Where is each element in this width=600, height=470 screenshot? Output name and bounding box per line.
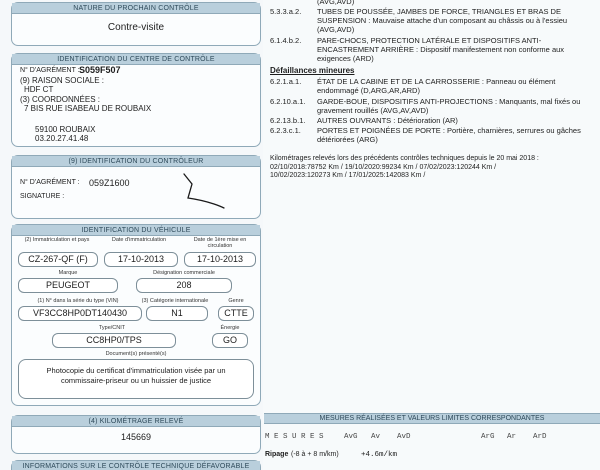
genre-field: CTTE (218, 306, 254, 321)
controleur-header: (9) IDENTIFICATION DU CONTRÔLEUR (12, 156, 260, 167)
energie-field: GO (212, 333, 248, 348)
categorie-field: N1 (146, 306, 208, 321)
date-immat-field: 17-10-2013 (104, 252, 178, 267)
date-first-field: 17-10-2013 (184, 252, 256, 267)
defect-text: GARDE-BOUE, DISPOSITIFS ANTI-PROJECTIONS : Manquants, mal fixés ou gravement rouillés (AVG,AV,AVD) (317, 97, 581, 115)
genre-label: Genre (228, 298, 244, 304)
raison-sociale-label: (9) RAISON SOCIALE : (20, 76, 105, 85)
defect-code: 6.1.4.b.2. (270, 36, 302, 45)
mesures-col-avg: AvG (344, 433, 358, 441)
mesures-col-ard: ArD (533, 433, 547, 441)
date-first-label: Date de 1ère mise en circulation (193, 237, 247, 249)
kilometrage-header: (4) KILOMÉTRAGE RELEVÉ (12, 416, 260, 427)
left-column (0, 0, 262, 470)
centre-agrement-label: N° D'AGRÉMENT : (20, 67, 80, 74)
kilometrage-box (11, 415, 261, 454)
vin-label: (1) N° dans la série du type (VIN) (37, 298, 119, 304)
controleur-agrement-label: N° D'AGRÉMENT : (20, 179, 80, 186)
defect-text: PORTES ET POIGNÉES DE PORTE : Portière, charnières, serrures ou gâches détériorées (ARG) (317, 126, 581, 144)
ripage-value: +4.6m/km (361, 451, 398, 459)
mesures-col-av: Av (371, 433, 381, 441)
designation-label: Désignation commerciale (153, 270, 215, 276)
marque-label: Marque (58, 270, 78, 276)
kilometrage-value: 145669 (120, 432, 152, 442)
defect-text: TUBES DE POUSSÉE, JAMBES DE FORCE, TRIANGLES ET BRAS DE SUSPENSION : Mauvaise attache d'un composant au châssis ou à l'essieu (AVG,AVD) (317, 7, 568, 34)
mesures-col-avd: AvD (397, 433, 411, 441)
marque-field: PEUGEOT (18, 278, 118, 293)
centre-header: IDENTIFICATION DU CENTRE DE CONTRÔLE (12, 54, 260, 65)
mesures-col-ar: Ar (507, 433, 517, 441)
defect-item (270, 36, 600, 64)
defect-code: 6.2.10.a.1. (270, 97, 306, 106)
immat-label: (2) Immatriculation et pays (24, 237, 90, 243)
categorie-label: (3) Catégorie internationale (141, 298, 209, 304)
defect-item (270, 97, 600, 116)
mesures-header: MESURES RÉALISÉES ET VALEURS LIMITES CORRESPONDANTES (264, 413, 600, 424)
mesures-title: M E S U R E S (265, 433, 324, 441)
address-line2: 59100 ROUBAIX (35, 125, 96, 134)
next-control-header: NATURE DU PROCHAIN CONTRÔLE (12, 3, 260, 14)
centre-agrement-value: S059F507 (79, 65, 121, 75)
signature-scribble (162, 170, 232, 210)
mesures-col-arg: ArG (481, 433, 495, 441)
documents-label: Document(s) présenté(s) (105, 351, 167, 357)
vehicule-box (11, 224, 261, 406)
ripage-limits: (-8 à + 8 m/km) (291, 451, 339, 458)
defect-item (270, 116, 600, 126)
defect-text: AUTRES OUVRANTS : Détérioration (AR) (317, 116, 458, 125)
signature-label: SIGNATURE : (20, 193, 65, 200)
defect-code: 6.2.1.a.1. (270, 77, 302, 86)
defect-item (270, 77, 600, 96)
date-immat-label: Date d'immatriculation (111, 237, 167, 243)
kilometrages-line3: 10/02/2023:120273 Km / 17/01/2025:142083 Km / (270, 172, 426, 179)
defect-text: ÉTAT DE LA CABINE ET DE LA CARROSSERIE : Panneau ou élément endommagé (D,ARG,AR,ARD) (317, 77, 556, 95)
controleur-agrement-value: 059Z1600 (89, 178, 130, 188)
defect-text: PARE-CHOCS, PROTECTION LATÉRALE ET DISPOSITIFS ANTI-ENCASTREMENT ARRIÈRE : Dispositif manifestement non conforme aux exigences (ARD) (317, 36, 565, 63)
ripage-label: Ripage (265, 451, 289, 458)
centre-box (11, 53, 261, 147)
controleur-box (11, 155, 261, 219)
right-column (263, 0, 600, 470)
defaillances-mineures-title: Défaillances mineures (270, 66, 355, 75)
designation-field: 208 (136, 278, 232, 293)
defect-code: 6.2.13.b.1. (270, 116, 306, 125)
coordonnees-label: (3) COORDONNÉES : (20, 95, 101, 104)
energie-label: Énergie (220, 325, 240, 331)
type-field: CC8HP0/TPS (52, 333, 176, 348)
raison-sociale-value: HDF CT (24, 85, 54, 94)
kilometrages-line2: 02/10/2018:78752 Km / 19/10/2020:99234 Km / 07/02/2023:120244 Km / (270, 163, 497, 171)
centre-phone: 03.20.27.41.48 (35, 134, 89, 143)
immat-field: CZ-267-QF (F) (18, 252, 98, 267)
defect-item (270, 7, 600, 35)
defect-continuation (270, 0, 600, 6)
defect-code: 6.2.3.c.1. (270, 126, 301, 135)
defect-continuation-text: (AVG,AVD) (317, 0, 355, 6)
next-control-box (11, 2, 261, 46)
address-line1: 7 BIS RUE ISABEAU DE ROUBAIX (24, 104, 152, 113)
vin-field: VF3CC8HP0DT140430 (18, 306, 142, 321)
defect-item (270, 126, 600, 145)
kilometrages-line1: Kilométrages relevés lors des précédents contrôles techniques depuis le 20 mai 2018 : (270, 155, 539, 162)
informations-header: INFORMATIONS SUR LE CONTRÔLE TECHNIQUE DÉFAVORABLE (12, 461, 260, 470)
defect-code: 5.3.3.a.2. (270, 7, 302, 16)
next-control-value: Contre-visite (107, 22, 165, 33)
type-label: Type/CNIT (98, 325, 126, 331)
informations-box (11, 460, 261, 470)
kilometrages-releves (270, 155, 539, 181)
documents-field: Photocopie du certificat d'immatriculation visée par un commissaire-priseur ou un huissier de justice (18, 359, 254, 399)
vehicule-header: IDENTIFICATION DU VÉHICULE (12, 225, 260, 236)
